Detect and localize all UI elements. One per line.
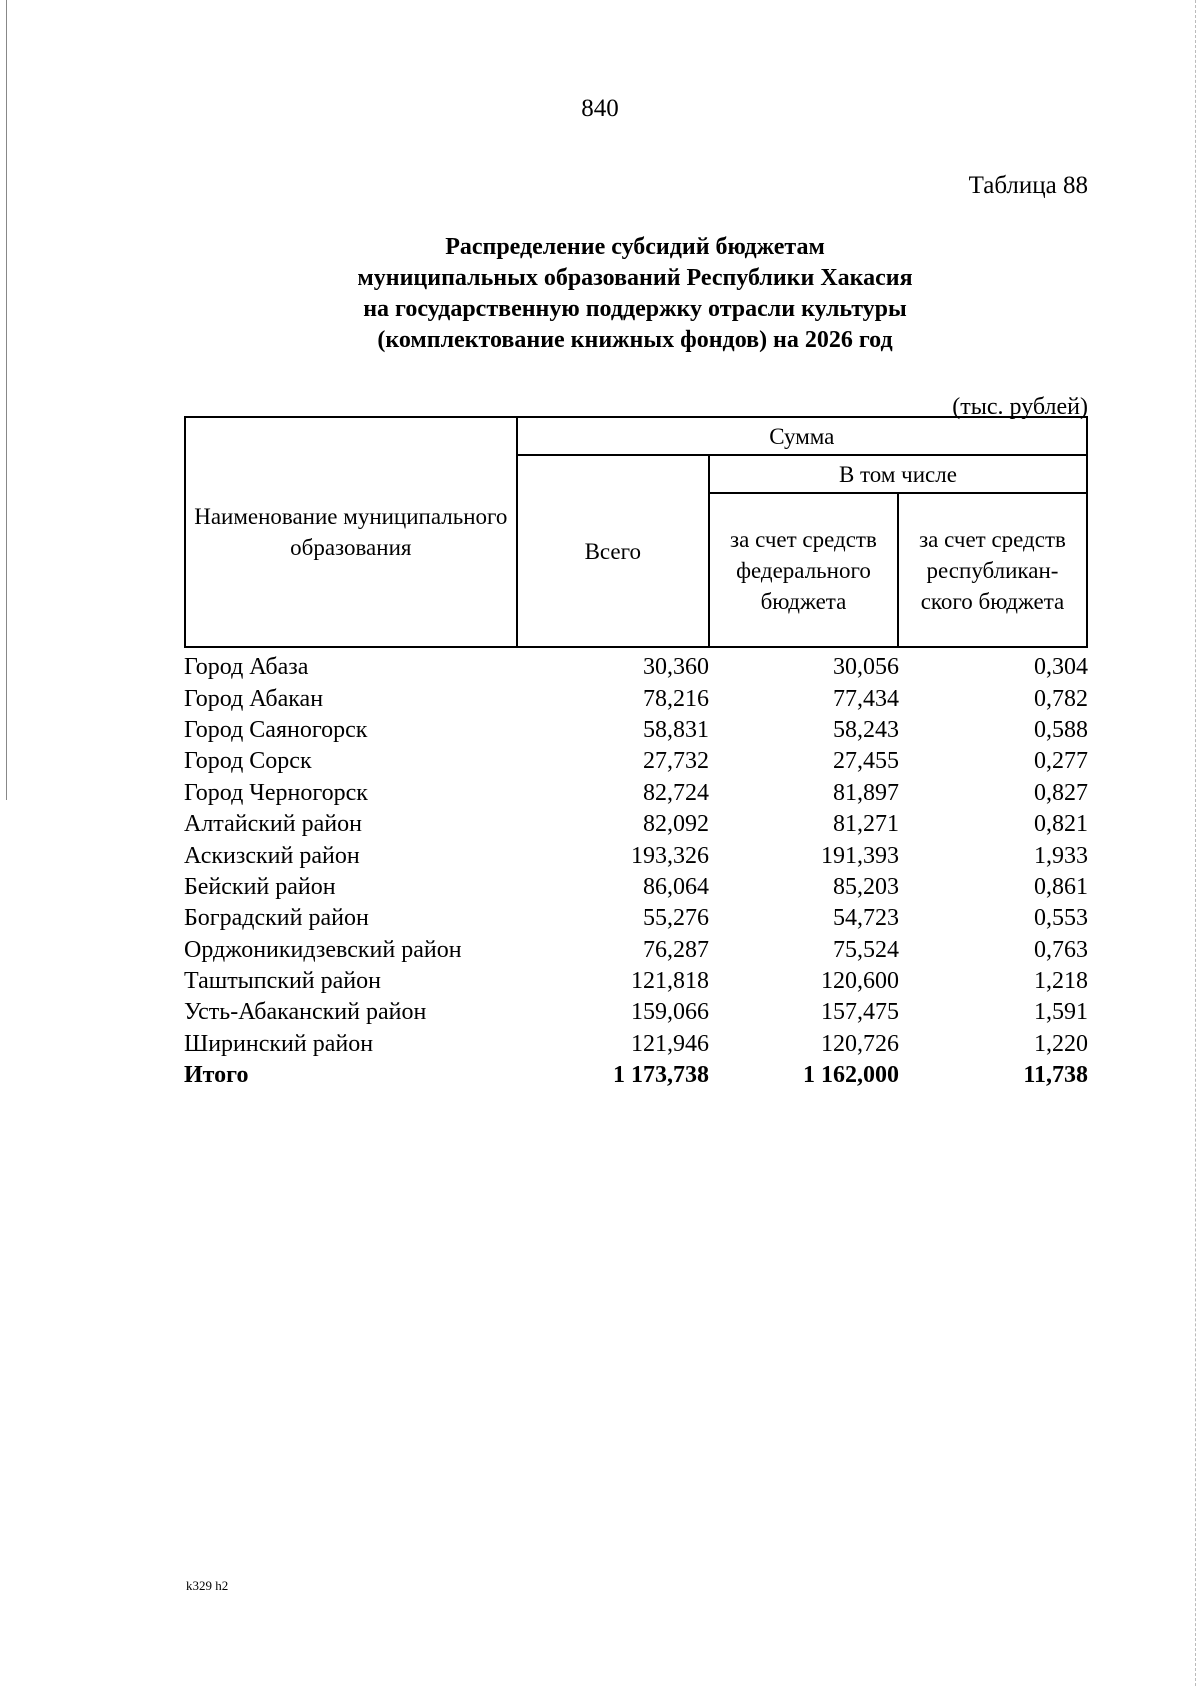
cell-federal: 120,600	[821, 968, 899, 995]
cell-federal: 58,243	[833, 716, 899, 743]
cell-name: Боградский район	[184, 905, 369, 932]
cell-republic: 0,821	[1034, 811, 1088, 838]
cell-total: 82,092	[643, 811, 709, 838]
table-row	[184, 778, 1088, 809]
title-line: муниципальных образований Республики Хакасия	[357, 265, 913, 291]
cell-name: Ширинский район	[184, 1030, 374, 1057]
title-line: Распределение субсидий бюджетам	[445, 234, 825, 260]
cell-total: 76,287	[643, 936, 709, 963]
table-row	[184, 683, 1088, 714]
cell-total: 1 173,738	[613, 1062, 709, 1089]
cell-name: Город Черногорск	[184, 779, 368, 806]
table-row	[184, 997, 1088, 1028]
cell-republic: 0,553	[1034, 905, 1088, 932]
cell-name: Город Сорск	[184, 748, 312, 775]
cell-republic: 0,277	[1034, 748, 1088, 775]
cell-federal: 30,056	[833, 654, 899, 681]
cell-republic: 1,220	[1034, 1030, 1088, 1057]
header-sum: Сумма	[517, 417, 1087, 455]
cell-total: 121,818	[631, 968, 709, 995]
cell-name: Таштыпский район	[184, 968, 381, 995]
table-row	[184, 652, 1088, 683]
unit-label: (тыс. рублей)	[952, 394, 1088, 420]
cell-republic: 0,782	[1034, 685, 1088, 712]
title-line: (комплектование книжных фондов) на 2026 год	[377, 327, 893, 353]
cell-federal: 120,726	[821, 1030, 899, 1057]
cell-republic: 1,933	[1034, 842, 1088, 869]
cell-republic: 0,861	[1034, 873, 1088, 900]
header-including: В том числе	[709, 455, 1087, 493]
cell-total: 159,066	[631, 999, 709, 1026]
data-table	[184, 652, 1088, 1091]
table-row	[184, 809, 1088, 840]
cell-federal: 77,434	[833, 685, 899, 712]
table-row	[184, 872, 1088, 903]
cell-total: 193,326	[631, 842, 709, 869]
cell-federal: 27,455	[833, 748, 899, 775]
cell-name: Бейский район	[184, 873, 336, 900]
page-number: 840	[581, 95, 619, 122]
cell-total: 82,724	[643, 779, 709, 806]
cell-total: 27,732	[643, 748, 709, 775]
cell-federal: 85,203	[833, 873, 899, 900]
table-row	[184, 1029, 1088, 1060]
header-name: Наименование муниципального образования	[185, 417, 517, 647]
table-row	[184, 746, 1088, 777]
cell-federal: 75,524	[833, 936, 899, 963]
cell-republic: 11,738	[1023, 1062, 1088, 1089]
cell-republic: 0,304	[1034, 654, 1088, 681]
table-row	[184, 715, 1088, 746]
cell-name: Итого	[184, 1062, 249, 1089]
cell-republic: 1,591	[1034, 999, 1088, 1026]
cell-republic: 1,218	[1034, 968, 1088, 995]
cell-total: 58,831	[643, 716, 709, 743]
title-line: на государственную поддержку отрасли культуры	[363, 296, 907, 322]
table-row	[184, 966, 1088, 997]
cell-federal: 81,897	[833, 779, 899, 806]
table-row	[184, 935, 1088, 966]
cell-name: Алтайский район	[184, 811, 362, 838]
cell-name: Орджоникидзевский район	[184, 936, 462, 963]
cell-name: Город Абакан	[184, 685, 324, 712]
cell-name: Город Саяногорск	[184, 716, 368, 743]
table-title	[0, 232, 1200, 356]
cell-total: 55,276	[643, 905, 709, 932]
table-header	[184, 416, 1088, 648]
cell-name: Усть-Абаканский район	[184, 999, 427, 1026]
header-total: Всего	[517, 455, 709, 647]
cell-republic: 0,588	[1034, 716, 1088, 743]
cell-total: 86,064	[643, 873, 709, 900]
cell-federal: 81,271	[833, 811, 899, 838]
cell-federal: 1 162,000	[803, 1062, 899, 1089]
cell-republic: 0,763	[1034, 936, 1088, 963]
header-republic: за счет средств республикан-ского бюджета	[898, 493, 1087, 647]
cell-total: 121,946	[631, 1030, 709, 1057]
footer-code: k329 h2	[186, 1578, 229, 1593]
cell-federal: 157,475	[821, 999, 899, 1026]
table-number: Таблица 88	[968, 172, 1088, 199]
cell-republic: 0,827	[1034, 779, 1088, 806]
cell-federal: 191,393	[821, 842, 899, 869]
cell-name: Город Абаза	[184, 654, 309, 681]
table-row	[184, 840, 1088, 871]
header-federal: за счет средств федерального бюджета	[709, 493, 898, 647]
cell-total: 78,216	[643, 685, 709, 712]
table-row	[184, 903, 1088, 934]
cell-total: 30,360	[643, 654, 709, 681]
total-row	[184, 1060, 1088, 1091]
cell-name: Аскизский район	[184, 842, 360, 869]
cell-federal: 54,723	[833, 905, 899, 932]
